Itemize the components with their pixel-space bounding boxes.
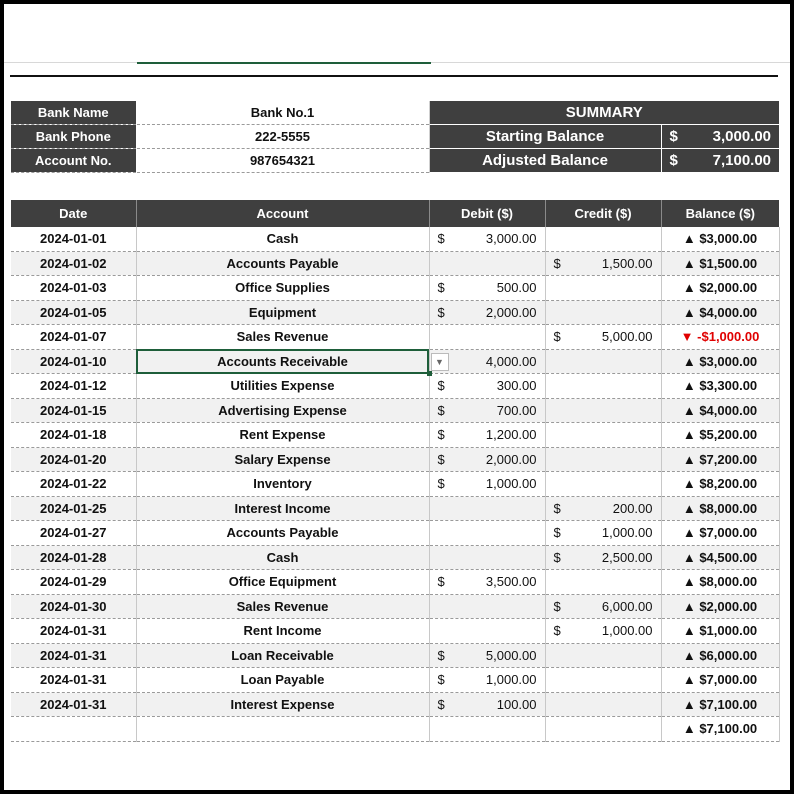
currency-symbol: $ [437,451,445,467]
account-cell[interactable]: Sales Revenue [136,325,429,350]
balance-cell[interactable]: ▲ $6,000.00 [661,643,779,668]
currency-symbol: $ [437,280,445,296]
account-cell[interactable]: Advertising Expense [136,398,429,423]
table-row [11,423,779,448]
table-row [11,717,779,742]
date-cell[interactable]: 2024-01-29 [11,570,136,595]
debit-cell-amount: 2,000.00 [485,451,537,467]
credit-cell[interactable] [545,643,661,668]
date-cell[interactable]: 2024-01-10 [11,349,136,374]
credit-cell[interactable] [545,545,661,570]
currency-symbol: $ [437,696,445,712]
date-cell[interactable]: 2024-01-20 [11,447,136,472]
balance-cell[interactable]: ▲ $4,000.00 [661,300,779,325]
credit-cell[interactable] [545,594,661,619]
debit-cell[interactable] [429,521,545,546]
credit-cell[interactable] [545,521,661,546]
date-cell[interactable]: 2024-01-05 [11,300,136,325]
debit-cell-amount: 1,000.00 [485,672,537,688]
bank-phone-label: Bank Phone [11,125,136,149]
balance-cell[interactable]: ▲ $1,500.00 [661,251,779,276]
account-no-value[interactable]: 987654321 [136,149,429,173]
credit-cell[interactable] [545,276,661,301]
starting-balance-value [661,125,779,149]
table-row [11,668,779,693]
debit-cell-amount: 1,000.00 [485,476,537,492]
account-cell[interactable]: Office Equipment [136,570,429,595]
debit-cell-amount: 3,500.00 [485,574,537,590]
adjusted-balance-value [661,149,779,173]
table-row [11,349,779,374]
balance-cell[interactable]: ▲ $2,000.00 [661,594,779,619]
account-cell[interactable]: Cash [136,227,429,251]
debit-cell[interactable] [429,300,545,325]
table-row [11,325,779,350]
debit-cell[interactable] [429,717,545,742]
account-cell[interactable]: Inventory [136,472,429,497]
date-cell[interactable]: 2024-01-03 [11,276,136,301]
date-cell[interactable]: 2024-01-30 [11,594,136,619]
currency-symbol: $ [437,231,445,247]
account-cell[interactable]: Interest Income [136,496,429,521]
balance-cell[interactable]: ▲ $4,500.00 [661,545,779,570]
starting-balance-amount: 3,000.00 [712,128,772,145]
account-cell[interactable]: Office Supplies [136,276,429,301]
ledger-body [11,227,779,741]
ledger-table [11,200,780,742]
currency-symbol: $ [437,402,445,418]
debit-cell[interactable] [429,447,545,472]
active-tab-indicator[interactable] [137,62,431,64]
account-cell[interactable]: Equipment [136,300,429,325]
balance-cell[interactable]: ▲ $7,100.00 [661,717,779,742]
debit-cell-amount: 300.00 [496,378,537,394]
credit-cell[interactable] [545,251,661,276]
credit-cell[interactable] [545,717,661,742]
credit-cell-amount: 1,500.00 [601,255,653,271]
account-cell[interactable] [136,717,429,742]
sheet-frame [4,4,790,790]
table-row [11,692,779,717]
starting-balance-label: Starting Balance [429,125,661,149]
date-cell[interactable] [11,717,136,742]
currency-symbol: $ [553,549,561,565]
balance-cell[interactable]: ▲ $3,300.00 [661,374,779,399]
debit-cell[interactable] [429,423,545,448]
table-row [11,276,779,301]
credit-cell-amount: 1,000.00 [601,525,653,541]
balance-cell[interactable]: ▼ -$1,000.00 [661,325,779,350]
table-row [11,398,779,423]
date-cell[interactable]: 2024-01-28 [11,545,136,570]
currency-symbol: $ [437,304,445,320]
currency-symbol: $ [437,427,445,443]
account-no-label: Account No. [11,149,136,173]
currency-symbol: $ [553,329,561,345]
currency-symbol: $ [553,525,561,541]
table-row [11,570,779,595]
currency-symbol: $ [437,476,445,492]
debit-cell-amount: 500.00 [496,280,537,296]
bank-phone-value[interactable]: 222-5555 [136,125,429,149]
currency-symbol: $ [553,623,561,639]
balance-cell[interactable]: ▲ $7,100.00 [661,692,779,717]
table-row [11,545,779,570]
debit-cell[interactable] [429,325,545,350]
summary-title: SUMMARY [429,101,779,125]
credit-cell-amount: 200.00 [612,500,653,516]
account-cell[interactable]: Rent Expense [136,423,429,448]
debit-cell[interactable] [429,668,545,693]
debit-cell-amount: 1,200.00 [485,427,537,443]
debit-cell-amount: 3,000.00 [485,231,537,247]
table-row [11,251,779,276]
credit-cell[interactable] [545,619,661,644]
adjusted-balance-amount: 7,100.00 [712,152,772,169]
date-cell[interactable]: 2024-01-25 [11,496,136,521]
adjusted-balance-label: Adjusted Balance [429,149,661,173]
fill-handle[interactable] [427,371,432,376]
currency-symbol: $ [437,574,445,590]
date-cell[interactable]: 2024-01-31 [11,619,136,644]
table-row [11,227,779,251]
bank-info-table [11,101,779,173]
credit-cell[interactable] [545,423,661,448]
debit-cell-amount: 700.00 [496,402,537,418]
credit-cell[interactable] [545,349,661,374]
account-cell[interactable]: Rent Income [136,619,429,644]
credit-cell[interactable] [545,668,661,693]
date-cell[interactable]: 2024-01-02 [11,251,136,276]
balance-cell[interactable]: ▲ $2,000.00 [661,276,779,301]
account-cell[interactable]: Utilities Expense [136,374,429,399]
table-row [11,447,779,472]
chevron-down-icon[interactable]: ▼ [431,353,449,371]
bank-name-label: Bank Name [11,101,136,125]
account-cell[interactable]: Loan Receivable [136,643,429,668]
tab-strip [4,4,790,63]
balance-cell[interactable]: ▲ $3,000.00 [661,227,779,251]
date-cell[interactable]: 2024-01-31 [11,692,136,717]
balance-cell[interactable]: ▲ $1,000.00 [661,619,779,644]
balance-cell[interactable]: ▲ $8,000.00 [661,496,779,521]
account-cell[interactable]: Loan Payable [136,668,429,693]
currency-symbol: $ [669,152,678,169]
column-header-account[interactable]: Account [136,200,429,227]
currency-symbol: $ [437,647,445,663]
date-cell[interactable]: 2024-01-31 [11,668,136,693]
table-row [11,472,779,497]
date-cell[interactable]: 2024-01-31 [11,643,136,668]
debit-cell[interactable] [429,398,545,423]
credit-cell[interactable] [545,496,661,521]
table-row [11,643,779,668]
account-cell[interactable]: Accounts Payable [136,521,429,546]
date-cell[interactable]: 2024-01-15 [11,398,136,423]
credit-cell-amount: 1,000.00 [601,623,653,639]
credit-cell-amount: 5,000.00 [601,329,653,345]
balance-cell[interactable]: ▲ $7,000.00 [661,521,779,546]
credit-cell-amount: 6,000.00 [601,598,653,614]
credit-cell[interactable] [545,398,661,423]
credit-cell[interactable] [545,472,661,497]
account-cell[interactable]: Interest Expense [136,692,429,717]
column-header-date[interactable]: Date [11,200,136,227]
table-row [11,619,779,644]
date-cell[interactable]: 2024-01-18 [11,423,136,448]
debit-cell-amount: 5,000.00 [485,647,537,663]
debit-cell[interactable] [429,251,545,276]
date-cell[interactable]: 2024-01-22 [11,472,136,497]
date-cell[interactable]: 2024-01-01 [11,227,136,251]
debit-cell[interactable] [429,692,545,717]
column-header-debit[interactable]: Debit ($) [429,200,545,227]
ledger-header-row [11,200,779,227]
currency-symbol: $ [437,378,445,394]
account-cell[interactable]: Salary Expense [136,447,429,472]
debit-cell[interactable] [429,227,545,251]
table-row [11,496,779,521]
debit-cell[interactable] [429,545,545,570]
balance-cell[interactable]: ▲ $7,200.00 [661,447,779,472]
balance-cell[interactable]: ▲ $4,000.00 [661,398,779,423]
currency-symbol: $ [553,255,561,271]
column-header-balance[interactable]: Balance ($) [661,200,779,227]
debit-cell[interactable] [429,570,545,595]
account-cell-text: Accounts Receivable [217,353,348,369]
balance-cell[interactable]: ▲ $3,000.00 [661,349,779,374]
balance-cell[interactable]: ▲ $8,000.00 [661,570,779,595]
table-row [11,521,779,546]
balance-cell[interactable]: ▲ $5,200.00 [661,423,779,448]
debit-cell[interactable] [429,619,545,644]
debit-cell[interactable] [429,594,545,619]
debit-cell-amount: 100.00 [496,696,537,712]
credit-cell-amount: 2,500.00 [601,549,653,565]
currency-symbol: $ [553,598,561,614]
debit-cell[interactable] [429,643,545,668]
date-cell[interactable]: 2024-01-07 [11,325,136,350]
debit-cell[interactable] [429,472,545,497]
account-cell[interactable] [136,349,444,374]
debit-cell-amount: 4,000.00 [485,353,537,369]
credit-cell[interactable] [545,374,661,399]
bank-name-value[interactable]: Bank No.1 [136,101,429,125]
balance-cell[interactable]: ▲ $7,000.00 [661,668,779,693]
debit-cell[interactable] [429,496,545,521]
table-row [11,594,779,619]
credit-cell[interactable] [545,325,661,350]
table-row [11,374,779,399]
account-cell[interactable]: Sales Revenue [136,594,429,619]
currency-symbol: $ [553,500,561,516]
account-cell[interactable]: Accounts Payable [136,251,429,276]
credit-cell[interactable] [545,570,661,595]
credit-cell[interactable] [545,300,661,325]
credit-cell[interactable] [545,447,661,472]
credit-cell[interactable] [545,227,661,251]
date-cell[interactable]: 2024-01-27 [11,521,136,546]
currency-symbol: $ [437,672,445,688]
debit-cell[interactable] [429,374,545,399]
balance-cell[interactable]: ▲ $8,200.00 [661,472,779,497]
currency-symbol: $ [669,128,678,145]
divider [10,75,778,77]
table-row [11,300,779,325]
debit-cell-amount: 2,000.00 [485,304,537,320]
credit-cell[interactable] [545,692,661,717]
debit-cell[interactable] [429,276,545,301]
date-cell[interactable]: 2024-01-12 [11,374,136,399]
account-cell[interactable]: Cash [136,545,429,570]
column-header-credit[interactable]: Credit ($) [545,200,661,227]
